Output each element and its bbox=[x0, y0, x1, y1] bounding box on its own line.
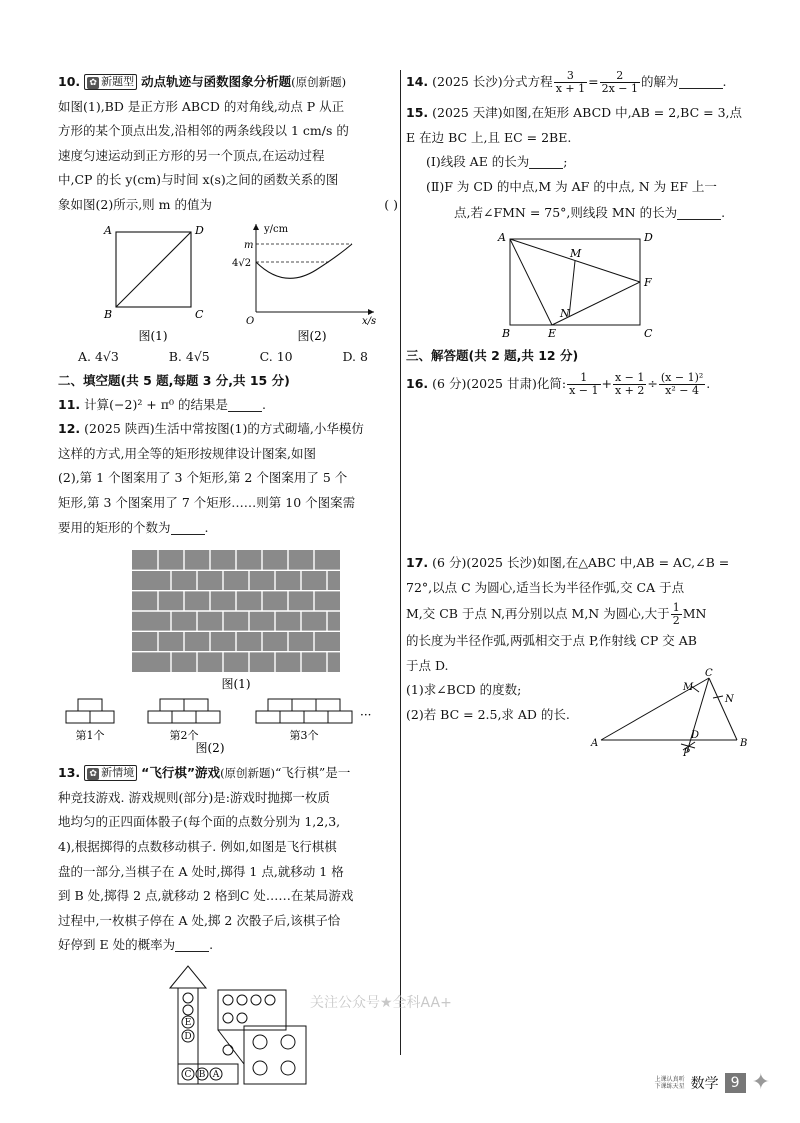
fraction: $\frac{\text{(x − 1)²}}{\text{x² − 4}}$ bbox=[660, 371, 704, 398]
label-b: B bbox=[502, 327, 511, 341]
sub-question-2: (2)若 BC = 2.5,求 AD 的长. bbox=[406, 706, 570, 722]
function-graph bbox=[234, 220, 384, 345]
label-m: M bbox=[570, 247, 582, 261]
label-d: D bbox=[195, 223, 204, 237]
sub-question-1: (1)求∠BCD 的度数; bbox=[406, 682, 522, 698]
label-a: A bbox=[104, 223, 112, 237]
answer-blank[interactable] bbox=[679, 75, 723, 89]
question-15: 15. (2025 天津)如图,在矩形 ABCD 中,AB = 2,BC = 3,点 E 在边 BC 上,且 EC = 2BE. (Ⅰ)线段 AE 的长为 ; (Ⅱ)F 为 CD 的中点,M 为 AF 的中点, N 为 EF 上一 点,若∠FMN = 75°,则线段 MN 的长为 . A D B C E F M N bbox=[406, 101, 751, 344]
label-b: B bbox=[740, 738, 748, 750]
question-12: 12. (2025 陕西)生活中常按图(1)的方式砌墙,小华模仿 这样的方式,用全等的矩形按规律设计图案,如图 (2),第 1 个图案用了 3 个矩形,第 2 个图案用了 5 个 矩形,第 3 个图案用了 7 个矩形……则第 10 个图案需 要用的矩形的个数为 . 图(1) ··· 第1个 第2个 第3个 图(2) bbox=[58, 417, 398, 755]
question-title: 动点轨迹与函数图象分析题 bbox=[141, 74, 292, 89]
question-text: 如图(1),BD 是正方形 ABCD 的对角线,动点 P 从正 bbox=[58, 98, 345, 114]
label-n: N bbox=[560, 307, 570, 321]
question-text: 象如图(2)所示,则 m 的值为 bbox=[58, 196, 212, 212]
subject-label: 数学 bbox=[690, 1075, 719, 1092]
q10-options bbox=[78, 345, 368, 369]
star-icon: ✿ bbox=[87, 77, 99, 89]
figure-caption: 图(2) bbox=[297, 328, 327, 343]
option-b[interactable]: B. 4√5 bbox=[168, 348, 210, 364]
m-label: m bbox=[244, 239, 254, 251]
label-c: C bbox=[644, 327, 653, 341]
answer-blank[interactable] bbox=[171, 521, 205, 535]
question-text: 中,CP 的长 y(cm)与时间 x(s)之间的函数关系的图 bbox=[58, 172, 339, 188]
x-axis-label: x/s bbox=[362, 315, 377, 327]
pattern-3-label: 第3个 bbox=[289, 729, 319, 743]
flight-chess-board bbox=[162, 960, 402, 1090]
label-c: C bbox=[195, 307, 204, 321]
fraction: $\frac{1}{2}$ bbox=[672, 601, 680, 628]
question-13: 13. ✿ 新情境 “飞行棋”游戏(原创新题)“飞行棋”是一 种竞技游戏. 游戏规则(部分)是:游戏时抛掷一枚质 地均匀的正四面体骰子(每个面的点数分别为 1,2,3, 4),根据掷得的点数移动棋子. 例如,如图是飞行棋棋 盘的一部分,当棋子在 A 处时,掷得 1 点,就移动 1 格 到 B 处,掷得 2 点,就移动 2 格到C 处……在某局游戏 过程中,一枚棋子停在 A 处,掷 2 次骰子后,该棋子恰 好停到 E 处的概率为 . E D C B A bbox=[58, 761, 398, 1093]
figure-caption: 图(1) bbox=[221, 677, 251, 692]
question-type-tag: ✿ 新题型 bbox=[84, 74, 137, 90]
answer-paren: ( ) bbox=[384, 196, 398, 212]
label-a: A bbox=[591, 738, 599, 750]
label-e: E bbox=[548, 327, 557, 341]
cell-a: A bbox=[212, 1069, 220, 1080]
rectangle-figure bbox=[496, 231, 746, 341]
right-column bbox=[406, 69, 751, 760]
y-axis-label: y/cm bbox=[264, 223, 289, 235]
fraction: $\frac{1}{x - 1}$ bbox=[569, 371, 599, 398]
option-c[interactable]: C. 10 bbox=[259, 348, 293, 364]
label-n: N bbox=[725, 694, 734, 706]
question-type-tag: ✿ 新情境 bbox=[84, 765, 137, 781]
question-14: 14. (2025 长沙)分式方程 $\frac{3}{x + 1}$ = $\frac{2}{2x - 1}$ 的解为 . bbox=[406, 69, 727, 95]
origin-label: O bbox=[246, 315, 255, 327]
question-text: 速度匀速运动到正方形的另一个顶点,在运动过程 bbox=[58, 147, 325, 163]
question-16: 16. (6 分)(2025 甘肃)化简: $\frac{1}{x - 1}$ + $\frac{x - 1}{x + 2}$ ÷ $\frac{\text{(x − 1)²}}{\text{x² − 4}}$ . bbox=[406, 371, 711, 398]
figure-caption: 图(1) bbox=[138, 328, 168, 343]
question-text: 方形的某个顶点出发,沿相邻的两条线段以 1 cm/s 的 bbox=[58, 123, 349, 139]
cell-d: D bbox=[184, 1031, 192, 1042]
label-a: A bbox=[498, 231, 506, 245]
cell-e: E bbox=[184, 1017, 192, 1028]
option-a[interactable]: A. 4√3 bbox=[78, 348, 119, 364]
section-heading: 三、解答题(共 2 题,共 12 分) bbox=[406, 348, 579, 364]
label-b: B bbox=[104, 307, 113, 321]
star-icon: ✿ bbox=[87, 768, 99, 780]
footer-slogan-1: 上课认真听 bbox=[654, 1075, 685, 1083]
answer-blank[interactable] bbox=[677, 206, 721, 220]
brick-patterns-figure bbox=[58, 546, 398, 756]
square-figure bbox=[98, 220, 208, 345]
answer-space[interactable] bbox=[406, 400, 751, 550]
question-11: 11. 计算(−2)² + π⁰ 的结果是 . bbox=[58, 396, 266, 412]
label-d: D bbox=[691, 730, 700, 742]
page-number: 9 bbox=[725, 1073, 746, 1093]
label-p: P bbox=[683, 748, 690, 760]
fraction: $\frac{3}{x + 1}$ bbox=[555, 69, 586, 95]
pattern-2-label: 第2个 bbox=[169, 729, 199, 743]
question-10 bbox=[58, 70, 398, 369]
question-17: 17. (6 分)(2025 长沙)如图,在△ABC 中,AB = AC,∠B = 72°,以点 C 为圆心,适当长为半径作弧,交 CA 于点 M,交 CB 于点 N,再分别以点 M,N 为圆心,大于 $\frac{1}{2}$ MN 的长度为半径作弧,两弧相交于点 P,作射线 CP 交 AB 于点 D. (1)求∠BCD 的度数; (2)若 BC = 2.5,求 AD 的长. A B C D M N P bbox=[406, 550, 751, 756]
ellipsis: ··· bbox=[360, 708, 372, 723]
cell-b: B bbox=[198, 1069, 206, 1080]
fraction: $\frac{x - 1}{x + 2}$ bbox=[614, 371, 645, 398]
star-mascot-icon: ✦ bbox=[751, 1070, 770, 1095]
footer-slogan-2: 下课练天星 bbox=[654, 1082, 685, 1090]
column-divider bbox=[400, 70, 401, 1055]
pattern-1-label: 第1个 bbox=[75, 729, 105, 743]
q10-figures bbox=[98, 220, 398, 345]
cell-c: C bbox=[184, 1069, 192, 1080]
question-number: 10. bbox=[58, 74, 81, 89]
label-d: D bbox=[644, 231, 653, 245]
figure-caption: 图(2) bbox=[195, 741, 225, 756]
fraction: $\frac{2}{2x - 1}$ bbox=[601, 69, 639, 95]
value-label: 4√2 bbox=[232, 257, 252, 269]
label-c: C bbox=[705, 668, 713, 680]
option-d[interactable]: D. 8 bbox=[342, 348, 368, 364]
page-footer bbox=[655, 1070, 770, 1095]
section-heading: 二、填空题(共 5 题,每题 3 分,共 15 分) bbox=[58, 372, 290, 388]
question-source: (原创新题) bbox=[291, 75, 347, 89]
answer-blank[interactable] bbox=[529, 155, 563, 169]
label-m: M bbox=[683, 682, 694, 694]
answer-blank[interactable] bbox=[175, 938, 209, 952]
triangle-figure bbox=[591, 668, 751, 760]
label-f: F bbox=[644, 276, 652, 290]
answer-blank[interactable] bbox=[228, 398, 262, 412]
watermark: 关注公众号★全科AA+ bbox=[310, 995, 452, 1011]
left-column bbox=[58, 70, 398, 1093]
